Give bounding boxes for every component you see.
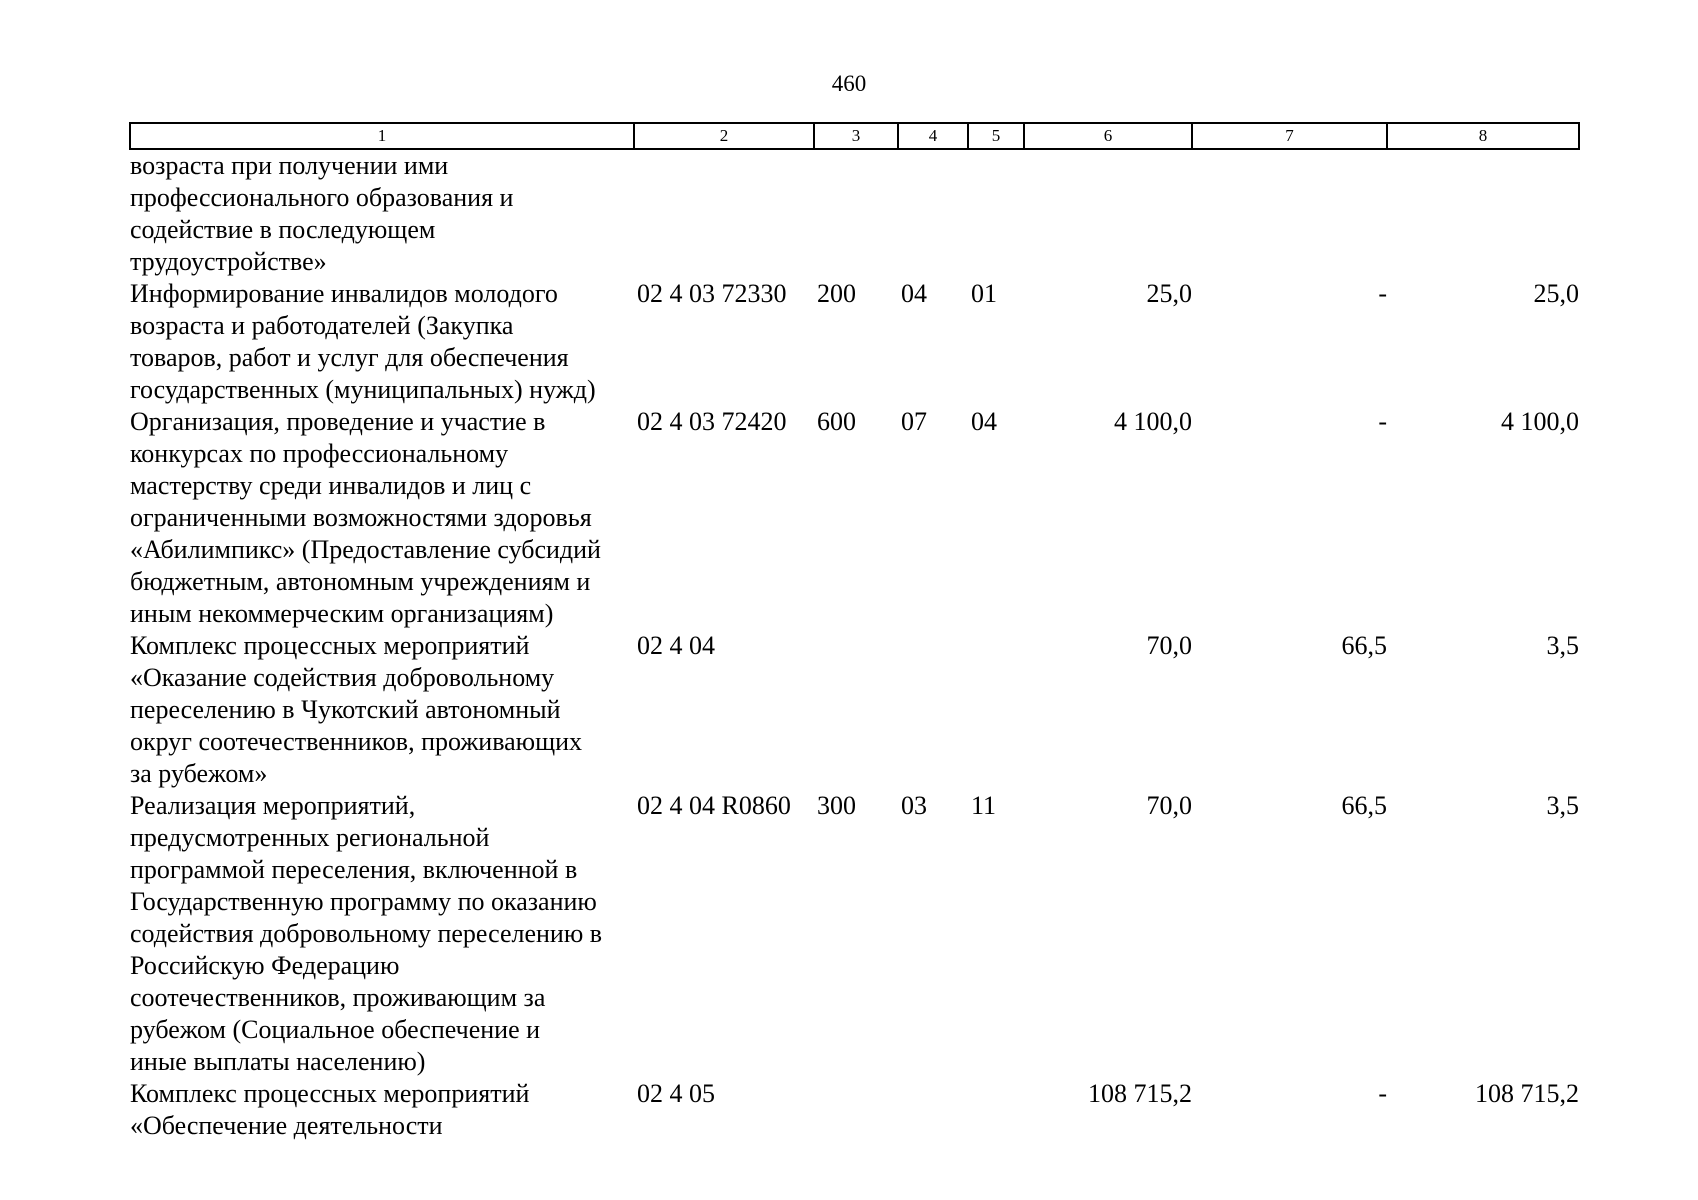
item-name-line: рубежом (Социальное обеспечение и: [130, 1015, 541, 1044]
expense-type-cell: [814, 149, 898, 278]
item-name-line: ограниченными возможностями здоровья: [130, 503, 592, 532]
program-code-cell: [634, 149, 814, 278]
table-row: [130, 630, 1579, 790]
header-col-1: 1: [130, 123, 634, 149]
item-name-cell: [130, 278, 634, 406]
total-amount-cell: 70,0: [1146, 631, 1192, 660]
total-amount-cell: [1024, 149, 1192, 278]
table-body: [130, 149, 1579, 1142]
expense-type-cell: 600: [817, 407, 856, 436]
expense-type-cell: [814, 1078, 898, 1142]
item-name-line: товаров, работ и услуг для обеспечения: [130, 343, 569, 372]
regional-amount-cell: [1387, 149, 1579, 278]
item-name-line: Организация, проведение и участие в: [130, 407, 546, 436]
item-name-line: «Обеспечение деятельности: [130, 1111, 443, 1140]
header-col-3: 3: [814, 123, 898, 149]
header-col-7: 7: [1192, 123, 1387, 149]
header-col-4: 4: [898, 123, 968, 149]
regional-amount-cell: 3,5: [1546, 631, 1579, 660]
header-col-5: 5: [968, 123, 1024, 149]
federal-amount-cell: 66,5: [1341, 631, 1387, 660]
item-name-line: профессионального образования и: [130, 183, 514, 212]
subsection-cell: 01: [971, 279, 997, 308]
item-name-cell: [130, 1078, 634, 1142]
table-row: [130, 149, 1579, 278]
item-name-line: бюджетным, автономным учреждениям и: [130, 567, 591, 596]
federal-amount-cell: 66,5: [1341, 791, 1387, 820]
expense-type-cell: 200: [817, 279, 856, 308]
item-name-line: содействие в последующем: [130, 215, 436, 244]
federal-amount-cell: -: [1378, 1079, 1387, 1108]
section-cell: [898, 149, 968, 278]
item-name-line: программой переселения, включенной в: [130, 855, 578, 884]
item-name-cell: [130, 149, 634, 278]
subsection-cell: [968, 630, 1024, 790]
section-cell: 03: [901, 791, 927, 820]
header-col-2: 2: [634, 123, 814, 149]
table-row: [130, 1078, 1579, 1142]
regional-amount-cell: 108 715,2: [1475, 1079, 1579, 1108]
header-col-8: 8: [1387, 123, 1579, 149]
section-cell: 07: [901, 407, 927, 436]
item-name-line: округ соотечественников, проживающих: [130, 727, 583, 756]
item-name-cell: [130, 406, 634, 630]
table-header: [130, 123, 1579, 149]
subsection-cell: 04: [971, 407, 997, 436]
item-name-line: Российскую Федерацию: [130, 951, 400, 980]
header-col-6: 6: [1024, 123, 1192, 149]
federal-amount-cell: -: [1378, 279, 1387, 308]
item-name-line: за рубежом»: [130, 759, 268, 788]
program-code-cell: 02 4 03 72330: [637, 279, 787, 308]
section-cell: [898, 1078, 968, 1142]
table-row: [130, 278, 1579, 406]
regional-amount-cell: 4 100,0: [1501, 407, 1579, 436]
item-name-line: иным некоммерческим организациям): [130, 599, 554, 628]
item-name-line: «Абилимпикс» (Предоставление субсидий: [130, 535, 601, 564]
federal-amount-cell: [1192, 149, 1387, 278]
item-name-line: мастерству среди инвалидов и лиц с: [130, 471, 532, 500]
regional-amount-cell: 3,5: [1546, 791, 1579, 820]
total-amount-cell: 70,0: [1146, 791, 1192, 820]
item-name-line: «Оказание содействия добровольному: [130, 663, 555, 692]
item-name-line: государственных (муниципальных) нужд): [130, 375, 596, 404]
regional-amount-cell: 25,0: [1533, 279, 1579, 308]
subsection-cell: 11: [971, 791, 997, 820]
item-name-line: Реализация мероприятий,: [130, 791, 416, 820]
section-cell: [898, 630, 968, 790]
budget-table: [129, 122, 1580, 1142]
program-code-cell: 02 4 03 72420: [637, 407, 787, 436]
item-name-line: соотечественников, проживающим за: [130, 983, 546, 1012]
item-name-line: конкурсах по профессиональному: [130, 439, 509, 468]
total-amount-cell: 4 100,0: [1114, 407, 1192, 436]
item-name-line: Государственную программу по оказанию: [130, 887, 597, 916]
item-name-line: возраста и работодателей (Закупка: [130, 311, 514, 340]
table-row: [130, 790, 1579, 1078]
program-code-cell: 02 4 05: [637, 1079, 715, 1108]
total-amount-cell: 25,0: [1146, 279, 1192, 308]
table-row: [130, 406, 1579, 630]
item-name-cell: [130, 630, 634, 790]
subsection-cell: [968, 149, 1024, 278]
expense-type-cell: [814, 630, 898, 790]
item-name-line: трудоустройстве»: [130, 247, 327, 276]
section-cell: 04: [901, 279, 927, 308]
program-code-cell: 02 4 04: [637, 631, 715, 660]
page-number: 460: [831, 71, 867, 96]
federal-amount-cell: -: [1378, 407, 1387, 436]
item-name-cell: [130, 790, 634, 1078]
subsection-cell: [968, 1078, 1024, 1142]
total-amount-cell: 108 715,2: [1088, 1079, 1192, 1108]
item-name-line: содействия добровольному переселению в: [130, 919, 603, 948]
item-name-line: Комплекс процессных мероприятий: [130, 1079, 530, 1108]
item-name-line: Комплекс процессных мероприятий: [130, 631, 530, 660]
item-name-line: иные выплаты населению): [130, 1047, 426, 1076]
expense-type-cell: 300: [817, 791, 856, 820]
header-row: [130, 123, 1579, 149]
item-name-line: переселению в Чукотский автономный: [130, 695, 561, 724]
program-code-cell: 02 4 04 R0860: [637, 791, 791, 820]
item-name-line: Информирование инвалидов молодого: [130, 279, 558, 308]
item-name-line: предусмотренных региональной: [130, 823, 490, 852]
item-name-line: возраста при получении ими: [130, 151, 449, 180]
